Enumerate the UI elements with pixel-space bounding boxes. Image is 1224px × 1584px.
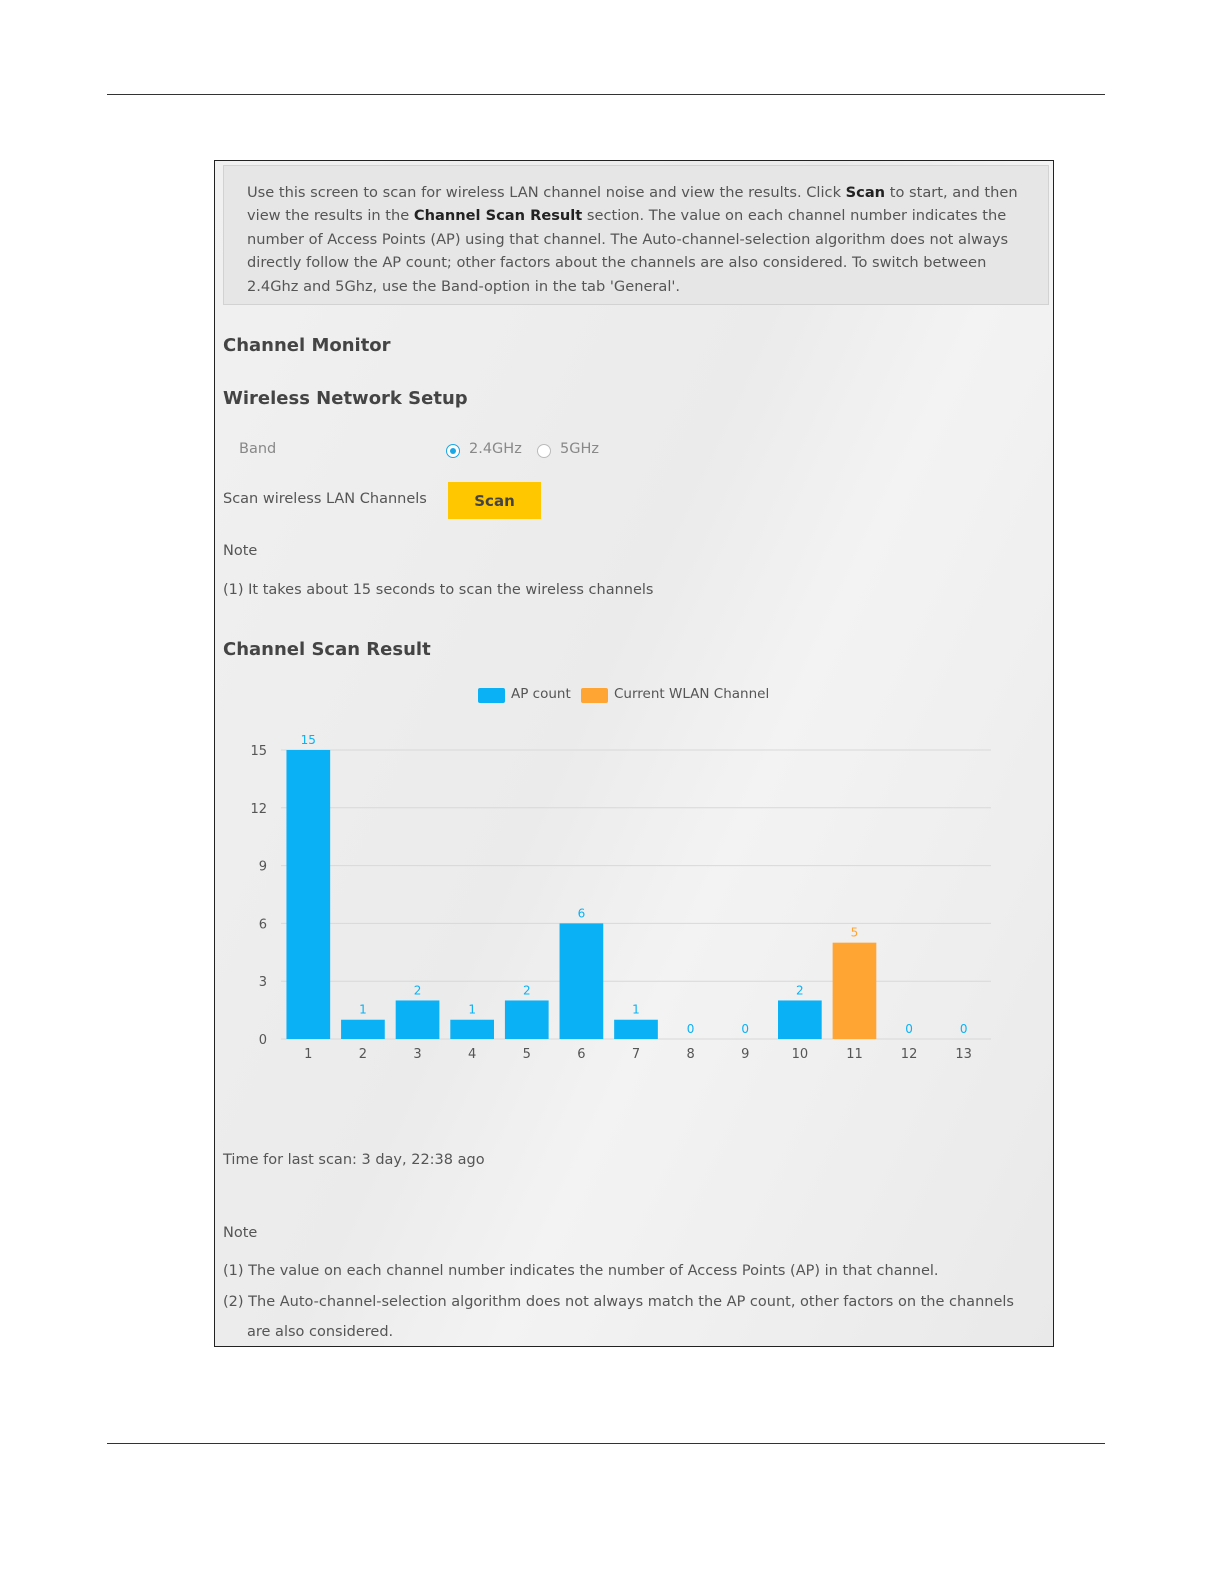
y-tick-label-0: 0 — [258, 1033, 267, 1048]
scan-channels-label: Scan wireless LAN Channels — [223, 491, 427, 507]
x-tick-label-8: 8 — [686, 1047, 695, 1061]
intro-text-2: to start, and then view the results in the — [247, 184, 1018, 225]
channel-monitor-title: Channel Monitor — [223, 335, 391, 356]
band-label: Band — [239, 441, 277, 457]
intro-text-1: Use this screen to scan for wireless LAN channel noise and view the results. Click — [247, 184, 846, 201]
data-label-channel-6: 6 — [577, 906, 586, 921]
data-label-channel-9: 0 — [741, 1022, 750, 1036]
channel-scan-result-title: Channel Scan Result — [223, 639, 431, 660]
channel-monitor-screen — [214, 160, 1054, 1347]
legend-current-channel[interactable]: Current WLAN Channel — [614, 686, 770, 702]
scan-button[interactable]: Scan — [448, 482, 541, 519]
band-24ghz-radio[interactable] — [446, 444, 460, 458]
result-note-2-cont: are also considered. — [247, 1324, 394, 1340]
result-note-title: Note — [223, 1225, 258, 1241]
x-tick-label-3: 3 — [413, 1047, 422, 1061]
bar-channel-5 — [505, 1000, 549, 1039]
x-tick-label-9: 9 — [741, 1047, 750, 1061]
bar-channel-2 — [341, 1020, 385, 1039]
x-tick-label-11: 11 — [846, 1047, 863, 1061]
note-scan-duration: (1) It takes about 15 seconds to scan the wireless channels — [223, 582, 654, 598]
legend-ap-count[interactable]: AP count — [511, 686, 571, 702]
result-note-1: (1) The value on each channel number indicates the number of Access Points (AP) in that channel. — [223, 1263, 939, 1279]
data-label-channel-13: 0 — [959, 1022, 968, 1036]
y-tick-label-15: 15 — [250, 744, 267, 759]
x-tick-label-7: 7 — [631, 1047, 641, 1061]
header-rule — [107, 94, 1105, 95]
wireless-setup-title: Wireless Network Setup — [223, 388, 468, 409]
result-note-2: (2) The Auto-channel-selection algorithm does not always match the AP count, other factors on the channels — [223, 1294, 1014, 1310]
band-24ghz-label[interactable]: 2.4GHz — [469, 441, 522, 457]
data-label-channel-2: 1 — [359, 1002, 367, 1017]
data-label-channel-12: 0 — [905, 1022, 913, 1036]
legend-ap-swatch[interactable] — [478, 688, 505, 703]
y-tick-label-3: 3 — [258, 975, 267, 991]
data-label-channel-10: 2 — [796, 983, 804, 998]
data-label-channel-4: 1 — [468, 1002, 476, 1017]
bar-channel-1 — [286, 750, 330, 1039]
y-tick-label-9: 9 — [258, 859, 267, 875]
intro-text-3: section. The value on each channel number indicates the number of Access Points (AP) using that channel. The Auto-channel-selection algorithm does not always directly follow the AP count; other factors about the channels are also considered. To switch between 2.4Ghz and 5Ghz, use the Band-option in the tab 'General'. — [247, 207, 1009, 295]
bar-channel-10 — [778, 1000, 822, 1039]
band-5ghz-radio[interactable] — [537, 444, 551, 458]
data-label-channel-7: 1 — [632, 1002, 640, 1017]
x-tick-label-6: 6 — [577, 1047, 586, 1061]
bar-channel-11 — [833, 943, 877, 1039]
x-tick-label-2: 2 — [358, 1047, 368, 1061]
channel-scan-chart — [215, 721, 1054, 1061]
x-tick-label-13: 13 — [955, 1047, 972, 1061]
x-tick-label-12: 12 — [900, 1047, 918, 1061]
y-tick-label-12: 12 — [250, 801, 267, 817]
bar-channel-3 — [396, 1000, 440, 1039]
data-label-channel-5: 2 — [522, 983, 531, 998]
footer-rule — [107, 1443, 1105, 1444]
x-tick-label-1: 1 — [304, 1047, 313, 1061]
x-tick-label-10: 10 — [791, 1047, 809, 1061]
data-label-channel-8: 0 — [686, 1022, 695, 1036]
y-tick-label-6: 6 — [258, 917, 267, 933]
intro-description — [223, 165, 1049, 305]
data-label-channel-1: 15 — [300, 733, 316, 747]
note-title: Note — [223, 543, 258, 559]
data-label-channel-11: 5 — [850, 925, 859, 940]
last-scan-time: Time for last scan: 3 day, 22:38 ago — [223, 1152, 485, 1168]
intro-bold-result: Channel Scan Result — [413, 207, 583, 225]
legend-current-swatch[interactable] — [581, 688, 608, 703]
intro-bold-scan: Scan — [845, 184, 886, 201]
x-tick-label-5: 5 — [522, 1047, 531, 1061]
bar-channel-4 — [450, 1020, 494, 1039]
bar-channel-7 — [614, 1020, 658, 1039]
band-5ghz-label[interactable]: 5GHz — [560, 441, 599, 457]
data-label-channel-3: 2 — [413, 983, 422, 998]
bar-channel-6 — [560, 923, 604, 1039]
x-tick-label-4: 4 — [468, 1047, 477, 1061]
